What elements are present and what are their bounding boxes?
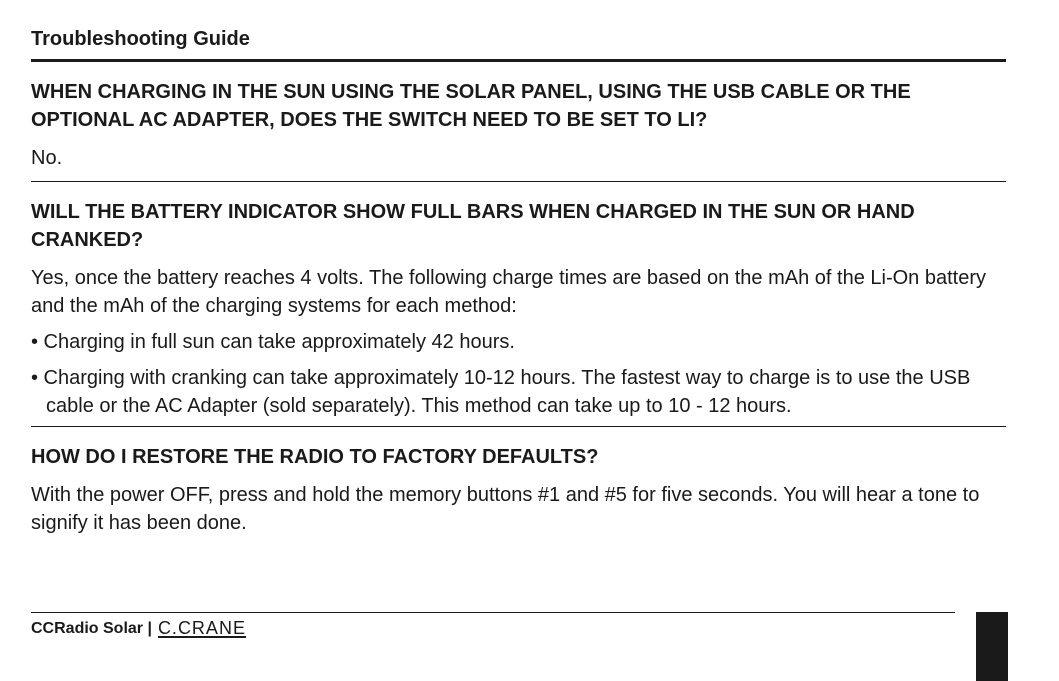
faq-bullet: • Charging in full sun can take approximately 42 hours. [31,331,515,353]
footer [31,620,246,638]
faq-item-2 [31,198,1006,420]
footer-product-name: CCRadio Solar | [31,620,152,637]
faq-question: WILL THE BATTERY INDICATOR SHOW FULL BARS WHEN CHARGED IN THE SUN OR HAND CRANKED? [31,201,915,251]
brand-logo: C.CRANE [157,618,246,638]
header-rule [31,59,1006,62]
section-divider [31,426,1006,427]
faq-item-3 [31,443,1006,537]
faq-question: WHEN CHARGING IN THE SUN USING THE SOLAR PANEL, USING THE USB CABLE OR THE OPTIONAL AC ADAPTER, DOES THE SWITCH NEED TO BE SET TO LI? [31,81,911,131]
faq-answer: Yes, once the battery reaches 4 volts. The following charge times are based on the mAh of the Li-On battery and the mAh of the charging systems for each method: [31,267,986,317]
page-tab-marker [976,612,1008,681]
faq-question: HOW DO I RESTORE THE RADIO TO FACTORY DEFAULTS? [31,446,599,468]
section-divider [31,181,1006,182]
faq-answer: With the power OFF, press and hold the memory buttons #1 and #5 for five seconds. You will hear a tone to signify it has been done. [31,484,980,534]
faq-item-1 [31,78,1006,172]
footer-rule [31,612,955,613]
faq-bullet: • Charging with cranking can take approximately 10-12 hours. The fastest way to charge is to use the USB cable or the AC Adapter (sold separately). This method can take up to 10 - 12 hours. [31,367,971,417]
faq-answer: No. [31,147,63,169]
page-title: Troubleshooting Guide [31,28,250,50]
